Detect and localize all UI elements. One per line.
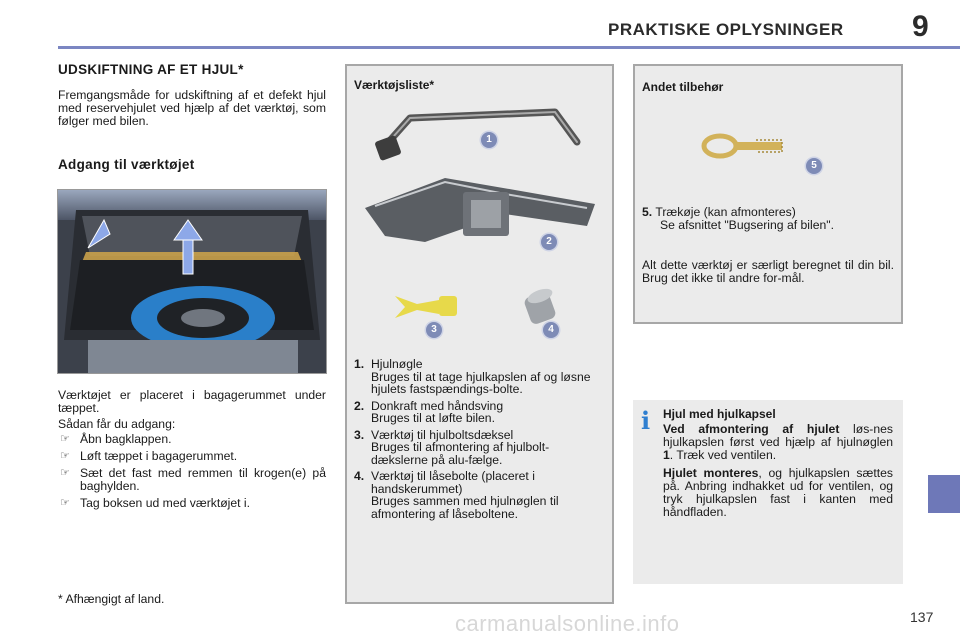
list-item: 1. Hjulnøgle Bruges til at tage hjulkapslen af og løsne hjulets fastspændings-bolte. [354, 357, 591, 396]
tools-illustration [355, 96, 605, 346]
info-icon: i [641, 406, 651, 435]
accessories-panel [633, 64, 903, 324]
tool-list [354, 358, 606, 524]
page-number: 137 [910, 609, 934, 625]
section-title: UDSKIFTNING AF ET HJUL* [58, 62, 244, 77]
hubcap-tool-icon [395, 296, 457, 318]
watermark: carmanualsonline.info [455, 611, 680, 636]
accessory-note: Alt dette værktøj er særligt beregnet til din bil. Brug det ikke til andre for-mål. [642, 258, 894, 285]
hand-pointer-icon: ☞ [60, 467, 70, 479]
list-item: ☞ Åbn bagklappen. [60, 432, 172, 446]
accessory-item: 5. Trækøje (kan afmonteres) Se afsnittet "Bugsering af bilen". [642, 205, 834, 232]
chapter-number: 9 [912, 10, 929, 43]
accessories-title: Andet tilbehør [642, 80, 724, 94]
list-item: 2. Donkraft med håndsving Bruges til at løfte bilen. [354, 398, 504, 425]
tool-badge-4: 4 [543, 322, 559, 338]
chapter-title: PRAKTISKE OPLYSNINGER [608, 20, 844, 39]
list-item: 4. Værktøj til låsebolte (placeret i handskerummet) Bruges sammen med hjulnøglen til afmontering af låseboltene. [354, 469, 559, 521]
info-title: Hjul med hjulkapsel [663, 407, 776, 421]
list-item: ☞ Sæt det fast med remmen til krogen(e) på baghylden. [60, 466, 326, 493]
hand-pointer-icon: ☞ [60, 497, 70, 509]
subsection-title: Adgang til værktøjet [58, 157, 195, 172]
info-paragraph-2: Hjulet monteres, og hjulkapslen sættes på. Anbring indhakket ud for ventilen, og tryk hjulkapslen fast i kanten med håndfladen. [663, 466, 894, 519]
accessory-badge-5: 5 [806, 158, 822, 174]
location-text: Værktøjet er placeret i bagagerummet under tæppet. [58, 388, 326, 415]
wheel-brace-icon [374, 112, 577, 161]
list-item: 3. Værktøj til hjulboltsdæksel Bruges til afmontering af hjulbolt-dækslerne på alu-fælge. [354, 427, 550, 467]
header-rule [58, 46, 960, 49]
access-steps [58, 433, 326, 514]
tool-badge-2: 2 [541, 234, 557, 250]
trunk-illustration [58, 190, 326, 373]
footnote: * Afhængigt af land. [58, 592, 165, 606]
intro-paragraph: Fremgangsmåde for udskiftning af et defekt hjul med reservehjulet ved hjælp af det værktøj, som følger med bilen. [58, 88, 326, 128]
jack-icon [365, 178, 595, 242]
list-item: ☞ Tag boksen ud med værktøjet i. [60, 496, 251, 510]
tool-badge-1: 1 [481, 132, 497, 148]
info-paragraph-1: Ved afmontering af hjulet løs-nes hjulkapslen først ved hjælp af hjulnøglen 1. Træk ved ventilen. [663, 422, 893, 462]
access-label: Sådan får du adgang: [58, 417, 176, 431]
trunk-photo [57, 189, 327, 374]
list-item: ☞ Løft tæppet i bagagerummet. [60, 449, 238, 463]
locking-bolt-tool-icon [523, 286, 557, 326]
hand-pointer-icon: ☞ [60, 450, 70, 462]
hand-pointer-icon: ☞ [60, 433, 70, 445]
tool-badge-3: 3 [426, 322, 442, 338]
chapter-side-tab [928, 475, 960, 513]
tool-list-title: Værktøjsliste* [354, 78, 435, 92]
towing-eye-icon [700, 128, 820, 168]
